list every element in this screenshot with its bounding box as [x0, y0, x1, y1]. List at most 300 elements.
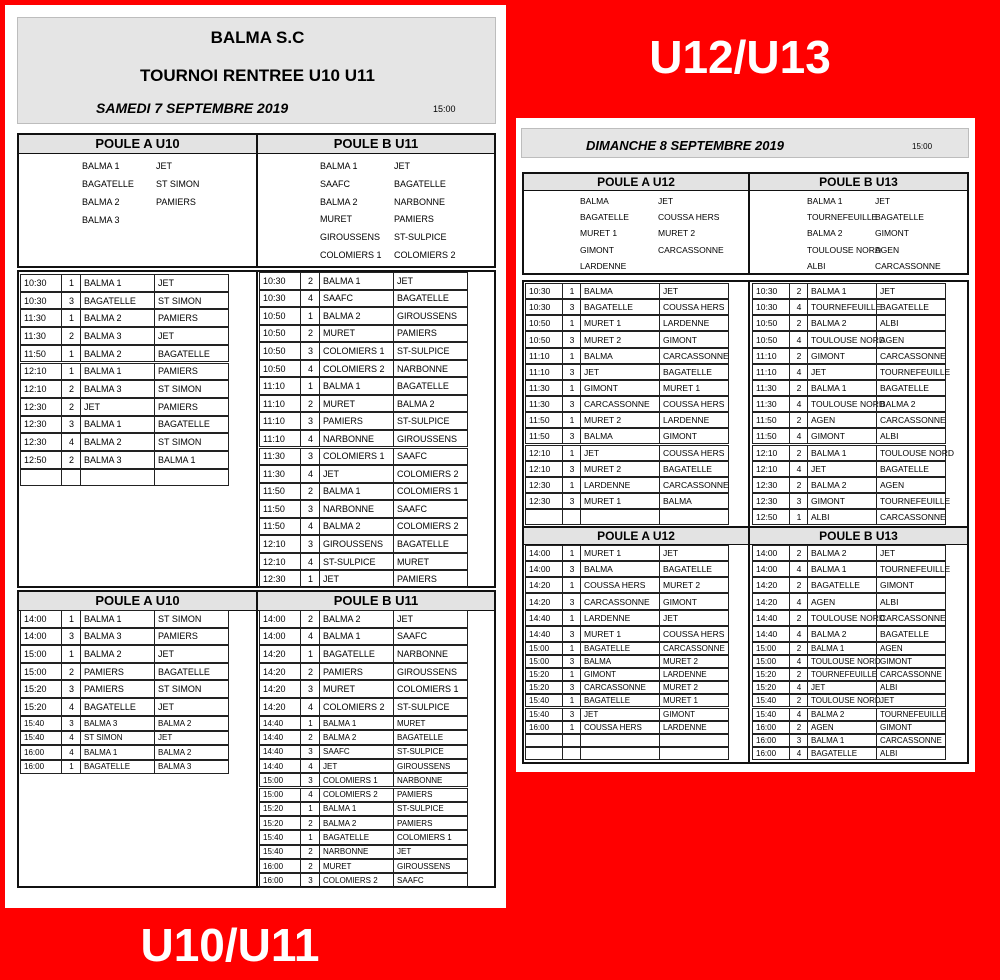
match-time: 10:50	[259, 325, 301, 343]
match-time: 15:00	[525, 655, 563, 668]
match-time: 12:30	[752, 477, 790, 493]
match-field: 3	[300, 873, 320, 887]
team-name: BAGATELLE	[875, 212, 924, 223]
age-group-label-u12-u13: U12/U13	[649, 31, 831, 83]
match-field: 1	[61, 645, 81, 663]
match-time: 10:50	[525, 315, 563, 331]
away-team: JET	[154, 698, 229, 716]
away-team: SAAFC	[393, 448, 468, 466]
match-field: 3	[562, 626, 581, 642]
team-name: BALMA 2	[320, 196, 358, 207]
away-team: GIMONT	[659, 708, 729, 721]
home-team: JET	[580, 445, 660, 461]
home-team: MURET 1	[580, 545, 660, 561]
home-team: COLOMIERS 1	[319, 773, 394, 787]
home-team: MURET 2	[580, 331, 660, 347]
match-time: 15:20	[752, 681, 790, 694]
match-field: 4	[300, 698, 320, 716]
home-team: BALMA 3	[80, 451, 155, 469]
home-team: GIMONT	[807, 428, 877, 444]
match-field: 3	[61, 628, 81, 646]
home-team: BALMA 1	[807, 380, 877, 396]
match-time: 15:20	[20, 698, 62, 716]
match-field: 4	[789, 396, 808, 412]
match-time: 12:10	[20, 363, 62, 381]
match-time: 15:40	[752, 694, 790, 707]
team-name: BALMA 3	[82, 215, 120, 225]
match-time: 15:20	[525, 668, 563, 681]
match-time: 14:40	[525, 610, 563, 626]
match-field: 1	[300, 645, 320, 663]
match-field: 1	[562, 412, 581, 428]
match-field: 2	[61, 398, 81, 416]
match-field: 3	[789, 493, 808, 509]
away-team: GIMONT	[659, 331, 729, 347]
away-team: PAMIERS	[154, 363, 229, 381]
home-team: COLOMIERS 2	[319, 360, 394, 378]
away-team: PAMIERS	[154, 309, 229, 327]
column-divider	[748, 528, 750, 762]
match-field: 1	[300, 830, 320, 844]
away-team: JET	[659, 610, 729, 626]
home-team: BALMA 1	[80, 610, 155, 628]
match-field: 1	[562, 545, 581, 561]
match-time: 15:00	[752, 655, 790, 668]
away-team: BALMA 2	[154, 716, 229, 731]
match-time: 14:00	[20, 628, 62, 646]
away-team: CARCASSONNE	[659, 348, 729, 364]
match-time: 15:20	[259, 802, 301, 816]
home-team: MURET	[319, 859, 394, 873]
team-name: GIMONT	[875, 228, 909, 239]
match-time: 14:20	[752, 593, 790, 609]
match-time: 15:20	[259, 816, 301, 830]
match-field: 2	[789, 577, 808, 593]
home-team: BAGATELLE	[80, 760, 155, 775]
match-field: 2	[300, 816, 320, 830]
home-team: BAGATELLE	[580, 642, 660, 655]
away-team: GIROUSSENS	[393, 307, 468, 325]
match-field: 4	[300, 465, 320, 483]
away-team: COLOMIERS 2	[393, 518, 468, 536]
match-field: 1	[562, 283, 581, 299]
match-time: 11:30	[752, 380, 790, 396]
match-time: 11:10	[259, 395, 301, 413]
away-team: COUSSA HERS	[659, 299, 729, 315]
match-field: 1	[61, 345, 81, 363]
match-time: 10:50	[259, 360, 301, 378]
match-time: 10:30	[525, 299, 563, 315]
home-team: BALMA 1	[319, 483, 394, 501]
away-team: CARCASSONNE	[876, 348, 946, 364]
column-divider	[256, 592, 258, 886]
away-team: BALMA 1	[154, 451, 229, 469]
away-team: MURET 2	[659, 655, 729, 668]
away-team: SAAFC	[393, 873, 468, 887]
match-time: 10:30	[20, 274, 62, 292]
match-field: 3	[789, 734, 808, 747]
home-team: BALMA 3	[80, 380, 155, 398]
match-field: 2	[789, 642, 808, 655]
home-team: NARBONNE	[319, 430, 394, 448]
match-time: 11:10	[259, 377, 301, 395]
match-field: 2	[61, 663, 81, 681]
match-time: 11:50	[20, 345, 62, 363]
team-name: TOULOUSE NORD	[807, 244, 881, 255]
away-team: CARCASSONNE	[876, 509, 946, 525]
away-team: ALBI	[876, 747, 946, 760]
home-team: MURET 2	[580, 412, 660, 428]
home-team: BALMA 1	[807, 642, 877, 655]
away-team: LARDENNE	[659, 315, 729, 331]
match-time: 15:20	[525, 681, 563, 694]
home-team: MURET	[319, 680, 394, 698]
match-time: 10:30	[259, 290, 301, 308]
home-team: MURET 1	[580, 626, 660, 642]
home-team: COLOMIERS 2	[319, 698, 394, 716]
home-team: BALMA 1	[80, 363, 155, 381]
away-team: GIROUSSENS	[393, 663, 468, 681]
home-team: BALMA 2	[319, 730, 394, 744]
home-team: JET	[807, 461, 877, 477]
match-field: 1	[562, 477, 581, 493]
away-team: TOURNEFEUILLE	[876, 708, 946, 721]
away-team: PAMIERS	[154, 398, 229, 416]
home-team: JET	[807, 681, 877, 694]
team-name: BALMA 1	[807, 196, 843, 206]
home-team: BAGATELLE	[580, 694, 660, 707]
match-time: 15:40	[20, 731, 62, 746]
team-name: PAMIERS	[394, 214, 434, 225]
away-team: ALBI	[876, 315, 946, 331]
home-team: GIMONT	[807, 348, 877, 364]
match-field: 1	[562, 721, 581, 734]
match-time: 11:50	[259, 518, 301, 536]
home-team: JET	[580, 364, 660, 380]
match-field: 2	[789, 412, 808, 428]
match-field: 4	[789, 331, 808, 347]
home-team: MURET 1	[580, 493, 660, 509]
away-team: BAGATELLE	[876, 461, 946, 477]
away-team: MURET 1	[659, 694, 729, 707]
home-team: SAAFC	[319, 290, 394, 308]
home-team: MURET 1	[580, 315, 660, 331]
away-team: PAMIERS	[393, 788, 468, 802]
match-field	[562, 747, 581, 760]
match-field: 3	[562, 708, 581, 721]
match-field	[562, 734, 581, 747]
home-team: JET	[319, 570, 394, 588]
match-time: 12:10	[752, 445, 790, 461]
home-team: JET	[319, 759, 394, 773]
home-team: BALMA 1	[319, 628, 394, 646]
away-team: BAGATELLE	[659, 461, 729, 477]
match-time: 11:50	[752, 428, 790, 444]
away-team: CARCASSONNE	[659, 642, 729, 655]
home-team: BALMA	[580, 348, 660, 364]
home-team: COUSSA HERS	[580, 577, 660, 593]
away-team: BAGATELLE	[393, 377, 468, 395]
team-name: GIMONT	[580, 244, 614, 255]
match-time: 11:30	[525, 380, 563, 396]
home-team: MURET	[319, 325, 394, 343]
match-time: 11:30	[259, 448, 301, 466]
home-team: BALMA 2	[80, 309, 155, 327]
home-team: TOULOUSE NORD	[807, 694, 877, 707]
match-field: 1	[562, 610, 581, 626]
away-team: JET	[876, 283, 946, 299]
home-team: BALMA 3	[80, 628, 155, 646]
match-time: 11:30	[752, 396, 790, 412]
home-team: AGEN	[807, 593, 877, 609]
match-time: 15:00	[20, 645, 62, 663]
away-team: COUSSA HERS	[659, 396, 729, 412]
home-team: CARCASSONNE	[580, 593, 660, 609]
team-name: BALMA	[580, 196, 609, 206]
away-team: CARCASSONNE	[659, 477, 729, 493]
away-team: CARCASSONNE	[876, 668, 946, 681]
home-team: BALMA 1	[807, 561, 877, 577]
match-field: 4	[300, 759, 320, 773]
match-field: 2	[789, 445, 808, 461]
home-team: BAGATELLE	[580, 299, 660, 315]
team-name: MURET 2	[658, 228, 696, 239]
match-field: 1	[562, 668, 581, 681]
match-field: 3	[61, 680, 81, 698]
match-time: 10:50	[259, 342, 301, 360]
match-field: 3	[562, 461, 581, 477]
away-team: NARBONNE	[393, 773, 468, 787]
match-field: 3	[562, 681, 581, 694]
away-team: MURET	[393, 716, 468, 730]
team-name: BALMA 1	[82, 161, 120, 171]
team-name: BAGATELLE	[82, 179, 134, 189]
match-time: 12:10	[525, 445, 563, 461]
home-team	[580, 734, 660, 747]
home-team: BALMA 2	[80, 433, 155, 451]
match-field: 3	[300, 342, 320, 360]
match-field: 4	[300, 430, 320, 448]
away-team: ALBI	[876, 593, 946, 609]
match-time: 11:50	[259, 483, 301, 501]
match-time: 14:40	[259, 745, 301, 759]
match-field	[61, 469, 81, 487]
away-team: NARBONNE	[393, 360, 468, 378]
away-team	[659, 734, 729, 747]
away-team: MURET	[393, 553, 468, 571]
match-time: 14:00	[259, 628, 301, 646]
match-time: 14:40	[259, 730, 301, 744]
team-name: PAMIERS	[156, 197, 196, 207]
match-field: 3	[562, 655, 581, 668]
match-time: 14:00	[752, 545, 790, 561]
away-team: JET	[393, 610, 468, 628]
home-team: CARCASSONNE	[580, 396, 660, 412]
match-time: 11:50	[259, 500, 301, 518]
match-time: 10:30	[20, 292, 62, 310]
match-field: 4	[789, 364, 808, 380]
match-field	[562, 509, 581, 525]
home-team: TOURNEFEUILLE	[807, 668, 877, 681]
home-team: COUSSA HERS	[580, 721, 660, 734]
away-team: GIMONT	[659, 593, 729, 609]
home-team: PAMIERS	[80, 680, 155, 698]
match-field: 1	[300, 377, 320, 395]
match-time: 16:00	[752, 734, 790, 747]
home-team: ALBI	[807, 509, 877, 525]
match-time: 14:00	[525, 545, 563, 561]
match-field: 2	[300, 395, 320, 413]
team-name: LARDENNE	[580, 260, 627, 271]
home-team: BALMA 1	[807, 283, 877, 299]
away-team: BALMA 3	[154, 760, 229, 775]
away-team: ST SIMON	[154, 292, 229, 310]
away-team: ST SIMON	[154, 433, 229, 451]
pool-title-b-u13: POULE B U13	[750, 528, 967, 545]
home-team: BALMA 3	[80, 716, 155, 731]
match-field: 1	[300, 307, 320, 325]
match-time: 15:40	[20, 716, 62, 731]
away-team: BAGATELLE	[876, 626, 946, 642]
home-team: PAMIERS	[319, 663, 394, 681]
match-field: 4	[61, 698, 81, 716]
home-team: ST SIMON	[80, 731, 155, 746]
home-team: BALMA 2	[807, 545, 877, 561]
away-team: COLOMIERS 1	[393, 483, 468, 501]
match-time: 12:30	[525, 477, 563, 493]
home-team: TOULOUSE NORD	[807, 610, 877, 626]
match-time: 12:50	[752, 509, 790, 525]
away-team: COLOMIERS 1	[393, 680, 468, 698]
away-team: BALMA 2	[393, 395, 468, 413]
home-team: BALMA	[580, 655, 660, 668]
match-field: 2	[789, 315, 808, 331]
match-time: 12:30	[20, 398, 62, 416]
match-time: 11:10	[259, 412, 301, 430]
away-team: MURET 2	[659, 681, 729, 694]
team-name: BAGATELLE	[580, 212, 629, 223]
away-team: TOURNEFEUILLE	[876, 561, 946, 577]
away-team: COUSSA HERS	[659, 445, 729, 461]
match-field: 3	[562, 593, 581, 609]
away-team: BAGATELLE	[393, 290, 468, 308]
away-team: ALBI	[876, 681, 946, 694]
tournament-date: DIMANCHE 8 SEPTEMBRE 2019	[586, 138, 784, 153]
match-field: 2	[789, 610, 808, 626]
home-team: SAAFC	[319, 745, 394, 759]
away-team: SAAFC	[393, 628, 468, 646]
match-time: 11:30	[259, 465, 301, 483]
match-time: 16:00	[752, 747, 790, 760]
home-team: PAMIERS	[319, 412, 394, 430]
club-name: BALMA S.C	[210, 28, 305, 47]
column-divider	[748, 282, 750, 526]
away-team: GIMONT	[659, 428, 729, 444]
match-time: 11:30	[525, 396, 563, 412]
match-field: 2	[300, 663, 320, 681]
match-field: 3	[300, 745, 320, 759]
team-name: JET	[658, 196, 674, 206]
away-team: BAGATELLE	[393, 730, 468, 744]
match-time: 10:30	[752, 283, 790, 299]
away-team: BAGATELLE	[154, 345, 229, 363]
home-team: BALMA 1	[80, 274, 155, 292]
team-name: BALMA 1	[320, 161, 358, 171]
match-time: 11:10	[752, 348, 790, 364]
team-name: SAAFC	[320, 178, 351, 189]
match-field: 4	[789, 428, 808, 444]
match-time: 10:50	[525, 331, 563, 347]
pool-title-a-u10: POULE A U10	[19, 592, 256, 611]
match-field: 3	[562, 364, 581, 380]
match-time: 16:00	[20, 745, 62, 760]
away-team: JET	[876, 545, 946, 561]
match-field: 2	[61, 451, 81, 469]
home-team: BALMA 2	[319, 610, 394, 628]
match-field: 2	[789, 694, 808, 707]
sheet-header	[17, 17, 496, 124]
home-team: AGEN	[807, 412, 877, 428]
sheet-header	[521, 128, 969, 158]
match-field: 1	[300, 570, 320, 588]
match-field: 3	[61, 716, 81, 731]
home-team: COLOMIERS 1	[319, 342, 394, 360]
match-field: 2	[300, 730, 320, 744]
match-field: 1	[562, 642, 581, 655]
away-team: JET	[154, 327, 229, 345]
away-team: LARDENNE	[659, 721, 729, 734]
home-team: LARDENNE	[580, 477, 660, 493]
home-team	[580, 509, 660, 525]
schedule-sheet-u10-u11	[5, 5, 506, 908]
home-team	[580, 747, 660, 760]
match-field: 3	[562, 299, 581, 315]
away-team: ALBI	[876, 428, 946, 444]
match-time: 14:40	[259, 759, 301, 773]
team-name: JET	[875, 196, 891, 206]
team-name: MURET	[320, 214, 352, 225]
home-team: COLOMIERS 1	[319, 448, 394, 466]
match-time	[525, 734, 563, 747]
home-team: BAGATELLE	[80, 698, 155, 716]
home-team: GIROUSSENS	[319, 535, 394, 553]
column-divider	[256, 272, 258, 586]
home-team: BALMA 3	[80, 327, 155, 345]
match-field: 4	[61, 745, 81, 760]
match-time: 14:20	[259, 663, 301, 681]
match-time	[20, 469, 62, 487]
match-time: 12:10	[20, 380, 62, 398]
match-time: 10:30	[259, 272, 301, 290]
match-field: 4	[300, 290, 320, 308]
away-team: ST-SULPICE	[393, 802, 468, 816]
away-team: JET	[154, 645, 229, 663]
match-time: 14:00	[752, 561, 790, 577]
match-field: 1	[562, 694, 581, 707]
tournament-date: SAMEDI 7 SEPTEMBRE 2019	[96, 100, 289, 116]
match-field: 2	[300, 325, 320, 343]
match-time: 16:00	[525, 721, 563, 734]
match-field: 4	[300, 360, 320, 378]
tournament-time: 15:00	[912, 142, 933, 151]
pool-title-a-u12: POULE A U12	[524, 174, 748, 191]
home-team: BAGATELLE	[807, 577, 877, 593]
home-team: BAGATELLE	[807, 747, 877, 760]
match-time: 12:10	[259, 535, 301, 553]
match-time: 16:00	[259, 859, 301, 873]
match-time	[525, 509, 563, 525]
away-team: ST-SULPICE	[393, 412, 468, 430]
